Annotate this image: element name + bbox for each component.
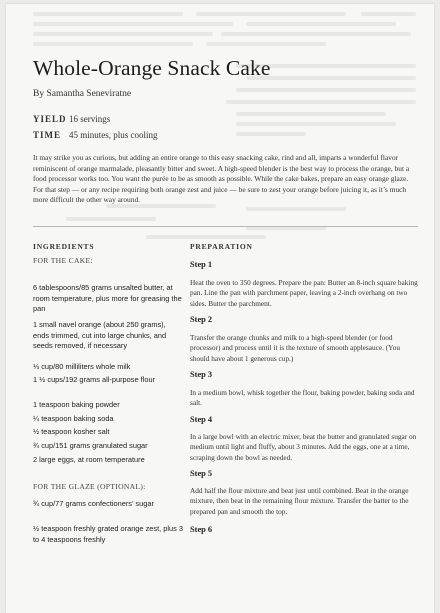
- time-value: 45 minutes, plus cooling: [69, 130, 158, 140]
- yield-value: 16 servings: [69, 114, 111, 124]
- step-label: Step 4: [190, 415, 213, 424]
- ingredient-item: 1 teaspoon baking powder: [33, 400, 120, 409]
- ingredient-item: ½ teaspoon kosher salt: [33, 427, 110, 436]
- glaze-subheading: FOR THE GLAZE (OPTIONAL):: [33, 482, 146, 491]
- ingredient-item: ⅓ cup/80 milliliters whole milk: [33, 362, 131, 371]
- document-page: [6, 4, 434, 613]
- step-text: Transfer the orange chunks and milk to a high-speed blender (or food processor) and process until it is the texture of smooth applesauce. (You should have about 1 generous cup.): [190, 333, 401, 363]
- step-text: In a large bowl with an electric mixer, beat the butter and granulated sugar on medium until light and fluffy, about 3 minutes. Add the eggs, one at a time, scraping down the bowl as needed.: [190, 432, 417, 462]
- ingredient-item: 2 large eggs, at room temperature: [33, 455, 145, 464]
- step-label: Step 5: [190, 469, 213, 478]
- step-text: Add half the flour mixture and beat just until combined. Beat in the orange mixture, then beat in the remaining flour mixture. Transfer the batter to the prepared pan and smooth the top.: [190, 486, 409, 516]
- ingredient-item: ¼ teaspoon baking soda: [33, 414, 114, 423]
- recipe-byline: By Samantha Seneviratne: [33, 89, 132, 99]
- step-label: Step 2: [190, 315, 213, 324]
- step-text: Heat the oven to 350 degrees. Prepare the pan: Butter an 8-inch square baking pan. Line the pan with parchment paper, leaving a 2-inch overhang on two sides. Butter the parchment.: [190, 278, 418, 308]
- time-row: [33, 130, 158, 140]
- section-divider: [33, 226, 418, 227]
- step-label: Step 6: [190, 525, 213, 534]
- recipe-intro: It may strike you as curious, but adding an entire orange to this easy snacking cake, rind and all, imparts a wonderful flavor reminiscent of orange marmalade, pleasantly bitter and sweet. A high-speed blender is the best way to process the orange, but a food processor works too. You want the purée to be as smooth as possible. While the cake bakes, prepare an easy orange glaze. For that step — or any recipe requiring both orange zest and juice — be sure to zest your orange before juicing it, as it’s much more difficult the other way around.: [33, 153, 410, 205]
- yield-label: YIELD: [33, 114, 67, 124]
- ingredients-heading: INGREDIENTS: [33, 242, 95, 251]
- ingredient-item: ½ teaspoon freshly grated orange zest, plus 3 to 4 teaspoons freshly: [33, 524, 183, 544]
- ingredient-item: ¾ cup/77 grams confectioners’ sugar: [33, 499, 154, 508]
- time-label: TIME: [33, 130, 62, 140]
- cake-subheading: FOR THE CAKE:: [33, 256, 93, 265]
- ingredient-item: 1 ½ cups/192 grams all-purpose flour: [33, 375, 156, 384]
- yield-row: [33, 114, 110, 124]
- step-text: In a medium bowl, whisk together the flour, baking powder, baking soda and salt.: [190, 388, 415, 408]
- recipe-title: Whole-Orange Snack Cake: [33, 56, 271, 80]
- ingredient-item: ¾ cup/151 grams granulated sugar: [33, 441, 148, 450]
- step-label: Step 3: [190, 370, 213, 379]
- ingredient-item: 1 small navel orange (about 250 grams), ends trimmed, cut into large chunks, and seeds removed, if necessary: [33, 320, 167, 351]
- ingredient-item: 6 tablespoons/85 grams unsalted butter, at room temperature, plus more for greasing the pan: [33, 283, 182, 314]
- step-label: Step 1: [190, 260, 213, 269]
- preparation-heading: PREPARATION: [190, 242, 253, 251]
